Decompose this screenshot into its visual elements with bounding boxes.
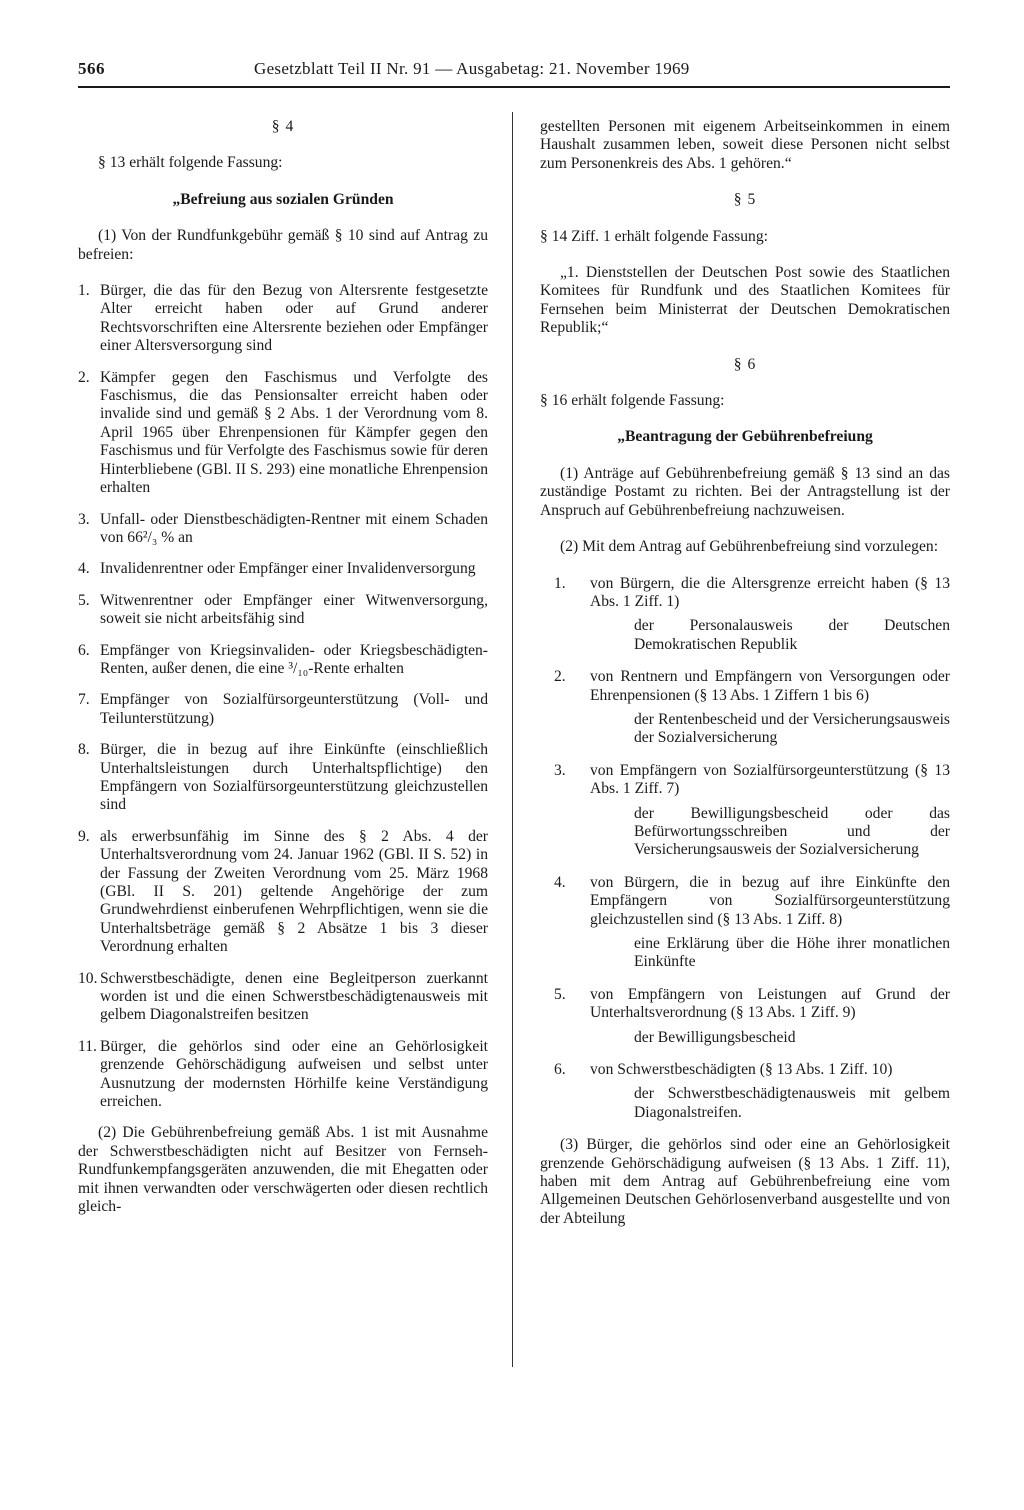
- list-item: [540, 986, 950, 1047]
- list-item-number: 3.: [78, 510, 90, 528]
- section-14-intro: § 14 Ziff. 1 erhält folgende Fassung:: [540, 227, 768, 245]
- list-item: [78, 828, 488, 957]
- list-item-number: 2.: [554, 668, 566, 686]
- section-16-heading: „Beantragung der Gebührenbefreiung: [617, 428, 873, 446]
- list-item-number: 1.: [78, 282, 90, 300]
- required-document: der Bewilligungsbescheid: [634, 1028, 796, 1046]
- section-13-heading: „Befreiung aus sozialen Gründen: [172, 190, 394, 208]
- section-14-quote: „1. Dienststellen der Deutschen Post sowie des Staatlichen Komitees für Rundfunk und des Staatlichen Komitees für Fernsehen beim Ministerrat der Deutschen Demokratischen Republik;“: [540, 264, 950, 337]
- page-number: 566: [78, 59, 105, 78]
- list-item: [78, 592, 488, 629]
- list-item: [540, 874, 950, 972]
- section-13-intro: § 13 erhält folgende Fassung:: [98, 154, 283, 172]
- list-item-text: Schwerstbeschädigte, denen eine Begleitperson zuerkannt worden ist und die einen Schwerstbeschädigtenausweis mit gelbem Diagonalstreifen besitzen: [100, 969, 488, 1024]
- list-item-number: 3.: [554, 761, 566, 779]
- list-item: [78, 511, 488, 548]
- list-item: [78, 282, 488, 356]
- list-item: [540, 762, 950, 860]
- list-item-number: 2.: [78, 368, 90, 386]
- section-6-title: § 6: [733, 355, 757, 373]
- list-item: [78, 741, 488, 815]
- list-item-text: Empfänger von Kriegsinvaliden- oder Kriegsbeschädigten-Renten, außer denen, die eine ³/₁₀-Rente erhalten: [100, 641, 488, 677]
- paragraph-1: (1) Von der Rundfunkgebühr gemäß § 10 sind auf Antrag zu befreien:: [78, 227, 488, 263]
- list-item: [78, 1038, 488, 1112]
- list-item: [78, 369, 488, 498]
- section-16-intro: § 16 erhält folgende Fassung:: [540, 392, 725, 410]
- list-item-text: von Rentnern und Empfängern von Versorgungen oder Ehrenpensionen (§ 13 Abs. 1 Ziffern 1 bis 6): [590, 668, 950, 704]
- list-item: [78, 642, 488, 679]
- list-item-text: von Empfängern von Sozialfürsorgeunterstützung (§ 13 Abs. 1 Ziff. 7): [590, 761, 950, 798]
- list-item-text: als erwerbsunfähig im Sinne des § 2 Abs. 4 der Unterhaltsverordnung vom 24. Januar 1962 (GBl. II S. 52) in der Fassung der Zweiten Verordnung vom 25. März 1968 (GBl. II S. 201) geltende Angehörige der zum Grundwehrdienst einberufenen Wehrpflichtigen, wenn sie die Unterhaltsbeträge gemäß § 2 Absätze 1 bis 3 dieser Verordnung erhalten: [100, 827, 488, 956]
- list-item-number: 11.: [78, 1037, 97, 1055]
- list-item: [78, 691, 488, 728]
- list-item: [540, 575, 950, 655]
- list-item-number: 5.: [78, 591, 90, 609]
- list-item-number: 10.: [78, 969, 98, 987]
- list-item-text: Bürger, die in bezug auf ihre Einkünfte (einschließlich Unterhaltsleistungen durch Unterhaltspflichtige) den Empfängern von Sozialfürsorgeunterstützung gleichzustellen sind: [100, 741, 488, 814]
- required-document: der Rentenbescheid und der Versicherungsausweis der Sozialversicherung: [634, 710, 950, 747]
- page-header: [78, 58, 950, 88]
- list-item-text: Bürger, die das für den Bezug von Altersrente festgesetzte Alter erreicht haben oder auf Grund anderer Rechtsvorschriften eine Altersrente beziehen oder Empfänger einer Altersversorgung sind: [100, 282, 488, 355]
- list-item: [540, 1061, 950, 1122]
- list-item-number: 8.: [78, 741, 90, 759]
- list-item: [78, 560, 488, 578]
- list-item-text: Kämpfer gegen den Faschismus und Verfolgte des Faschismus, die das Pensionsalter erreicht haben oder invalide sind und gemäß § 2 Abs. 1 der Verordnung vom 8. April 1965 über Ehrenpensionen für Kämpfer gegen den Faschismus und für Verfolgte des Faschismus sowie für deren Hinterbliebene (GBl. II S. 293) eine monatliche Ehrenpension erhalten: [100, 368, 488, 497]
- list-item-text: Invalidenrentner oder Empfänger einer Invalidenversorgung: [100, 560, 476, 578]
- list-item-text: von Empfängern von Leistungen auf Grund der Unterhaltsverordnung (§ 13 Abs. 1 Ziff. 9): [590, 985, 950, 1022]
- section-4-title: § 4: [271, 118, 295, 135]
- list-item-number: 1.: [554, 574, 566, 592]
- list-item: [78, 970, 488, 1025]
- continuation-text: gestellten Personen mit eigenem Arbeitseinkommen in einem Haushalt zusammen leben, soweit diese Personen nicht selbst zum Personenkreis des Abs. 1 gehören.“: [540, 118, 950, 172]
- list-item-text: von Bürgern, die die Altersgrenze erreicht haben (§ 13 Abs. 1 Ziff. 1): [590, 574, 950, 610]
- required-document: eine Erklärung über die Höhe ihrer monatlichen Einkünfte: [634, 935, 950, 971]
- required-document: der Personalausweis der Deutschen Demokratischen Republik: [634, 617, 950, 653]
- list-item-text: Unfall- oder Dienstbeschädigten-Rentner mit einem Schaden von 66²/₃ % an: [100, 510, 488, 546]
- list-item-text: von Bürgern, die in bezug auf ihre Einkünfte den Empfängern von Sozialfürsorgeunterstützung gleichzustellen sind (§ 13 Abs. 1 Ziff. 8): [590, 873, 950, 928]
- paragraph-2: (2) Die Gebührenbefreiung gemäß Abs. 1 ist mit Ausnahme der Schwerstbeschädigten nicht auf Besitzer von Fernseh-Rundfunkempfangsgeräten anzuwenden, die mit Ehegatten oder mit ihnen verwandten oder verschwägerten oder diesen rechtlich gleich-: [78, 1124, 488, 1216]
- left-column: [78, 118, 488, 1235]
- list-item: [540, 668, 950, 748]
- required-document: der Bewilligungsbescheid oder das Befürwortungsschreiben und der Versicherungsausweis der Sozialversicherung: [634, 804, 950, 859]
- list-item-number: 6.: [554, 1061, 566, 1079]
- column-rule: [512, 112, 513, 1367]
- paragraph-2: (2) Mit dem Antrag auf Gebührenbefreiung sind vorzulegen:: [560, 538, 939, 556]
- required-document: der Schwerstbeschädigtenausweis mit gelbem Diagonalstreifen.: [634, 1085, 950, 1121]
- list-item-text: Bürger, die gehörlos sind oder eine an Gehörlosigkeit grenzende Gehörschädigung aufweisen und selbst unter Ausnutzung der modernsten Hörhilfe keine Verständigung erreichen.: [100, 1037, 488, 1111]
- list-item-number: 6.: [78, 641, 90, 659]
- list-item-number: 5.: [554, 985, 566, 1003]
- list-item-text: Empfänger von Sozialfürsorgeunterstützung (Voll- und Teilunterstützung): [100, 691, 488, 727]
- list-item-text: Witwenrentner oder Empfänger einer Witwenversorgung, soweit sie nicht arbeitsfähig sind: [100, 591, 488, 628]
- list-item-number: 4.: [554, 873, 566, 891]
- running-head: Gesetzblatt Teil II Nr. 91 — Ausgabetag: 21. November 1969: [254, 59, 690, 78]
- paragraph-1: (1) Anträge auf Gebührenbefreiung gemäß § 13 sind an das zuständige Postamt zu richten. Bei der Antragstellung ist der Anspruch auf Gebührenbefreiung nachzuweisen.: [540, 464, 950, 519]
- list-item-text: von Schwerstbeschädigten (§ 13 Abs. 1 Ziff. 10): [590, 1061, 893, 1079]
- list-item-number: 7.: [78, 691, 90, 709]
- list-item-number: 4.: [78, 560, 90, 578]
- right-column: [540, 118, 950, 1246]
- section-5-title: § 5: [733, 191, 757, 209]
- list-item-number: 9.: [78, 827, 90, 845]
- paragraph-3: (3) Bürger, die gehörlos sind oder eine an Gehörlosigkeit grenzende Gehörschädigung aufweisen (§ 13 Abs. 1 Ziff. 11), haben mit dem Antrag auf Gebührenbefreiung eine vom Allgemeinen Deutschen Gehörlosenverband ausgestellte und von der Abteilung: [540, 1136, 950, 1227]
